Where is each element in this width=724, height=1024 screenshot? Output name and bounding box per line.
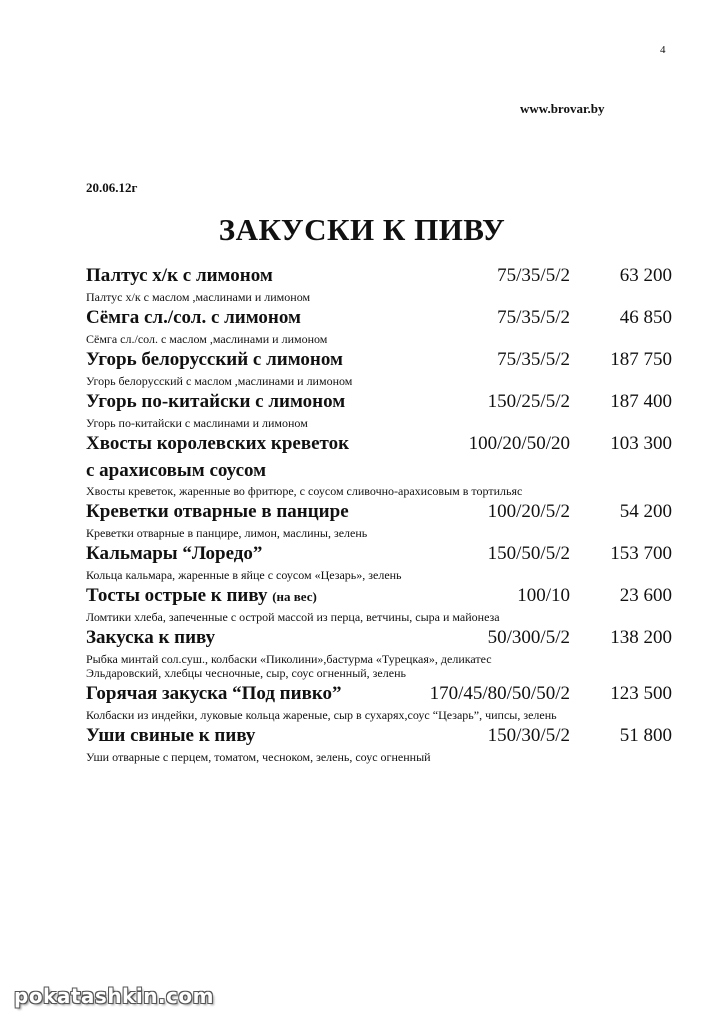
- item-name: Закуска к пиву: [86, 627, 216, 648]
- page-number: 4: [660, 44, 666, 56]
- item-description: Колбаски из индейки, луковые кольца жареные, сыр в сухарях,соус “Цезарь”, чипсы, зелень: [86, 708, 557, 722]
- item-price: 51 800: [619, 725, 672, 746]
- item-name: Тосты острые к пиву: [86, 585, 268, 606]
- item-name: Угорь белорусский с лимоном: [86, 349, 343, 370]
- item-price: 54 200: [619, 501, 672, 522]
- item-name: Палтус х/к с лимоном: [86, 265, 273, 286]
- item-description: Уши отварные с перцем, томатом, чесноком, зелень, соус огненный: [86, 750, 431, 764]
- item-name-note: (на вес): [272, 589, 317, 604]
- item-weight: 75/35/5/2: [497, 307, 570, 328]
- item-price: 138 200: [610, 627, 672, 648]
- watermark: pokatashkin.com: [14, 984, 214, 1008]
- item-price: 123 500: [610, 683, 672, 704]
- item-description: Хвосты креветок, жаренные во фритюре, с соусом сливочно-арахисовым в тортильяс: [86, 484, 523, 498]
- menu-item: [86, 722, 686, 764]
- item-price: 187 750: [610, 349, 672, 370]
- item-description: Рыбка минтай сол.суш., колбаски «Пиколини»,бастурма «Турецкая», деликатес: [86, 652, 492, 666]
- item-name: Угорь по-китайски с лимоном: [86, 391, 346, 412]
- item-description: Сёмга сл./сол. с маслом ,маслинами и лимоном: [86, 332, 328, 346]
- item-price: 187 400: [610, 391, 672, 412]
- item-price: 153 700: [610, 543, 672, 564]
- website-url: www.brovar.by: [520, 101, 605, 116]
- menu-item: [86, 430, 686, 498]
- item-name-line2: с арахисовым соусом: [86, 460, 267, 481]
- menu-date: 20.06.12г: [86, 180, 138, 195]
- menu-item: [86, 680, 686, 722]
- item-weight: 100/20/5/2: [487, 501, 570, 522]
- item-name: Сёмга сл./сол. с лимоном: [86, 307, 301, 328]
- page-title: ЗАКУСКИ К ПИВУ: [218, 212, 506, 247]
- item-description: Ломтики хлеба, запеченные с острой массой из перца, ветчины, сыра и майонеза: [86, 610, 500, 624]
- menu-item: [86, 582, 686, 624]
- item-price: 46 850: [619, 307, 672, 328]
- item-price: 23 600: [619, 585, 672, 606]
- item-weight: 100/10: [517, 585, 570, 606]
- item-description: Угорь по-китайски с маслинами и лимоном: [86, 416, 308, 430]
- item-weight: 150/25/5/2: [487, 391, 570, 412]
- item-description-line2: Эльдаровский, хлебцы чесночные, сыр, соус огненный, зелень: [86, 666, 406, 680]
- menu-item: [86, 304, 686, 346]
- item-name: Горячая закуска “Под пивко”: [86, 683, 342, 704]
- item-name: Кальмары “Лоредо”: [86, 543, 263, 564]
- item-description: Угорь белорусский с маслом ,маслинами и лимоном: [86, 374, 353, 388]
- item-name: Креветки отварные в панцире: [86, 501, 349, 522]
- menu-item: [86, 498, 686, 540]
- menu-item: [86, 262, 686, 304]
- item-weight: 100/20/50/20: [468, 433, 570, 454]
- item-name: Хвосты королевских креветок: [86, 433, 350, 454]
- menu-list: [86, 262, 686, 764]
- menu-item: [86, 388, 686, 430]
- item-weight: 170/45/80/50/50/2: [429, 683, 570, 704]
- item-weight: 150/30/5/2: [487, 725, 570, 746]
- item-weight: 75/35/5/2: [497, 265, 570, 286]
- menu-item: [86, 346, 686, 388]
- menu-item: [86, 540, 686, 582]
- item-description: Креветки отварные в панцире, лимон, маслины, зелень: [86, 526, 368, 540]
- item-description: Кольца кальмара, жаренные в яйце с соусом «Цезарь», зелень: [86, 568, 402, 582]
- item-weight: 75/35/5/2: [497, 349, 570, 370]
- item-weight: 150/50/5/2: [487, 543, 570, 564]
- menu-item: [86, 624, 686, 680]
- item-price: 103 300: [610, 433, 672, 454]
- item-weight: 50/300/5/2: [487, 627, 570, 648]
- item-description: Палтус х/к с маслом ,маслинами и лимоном: [86, 290, 311, 304]
- item-name-group: [86, 582, 317, 611]
- item-name: Уши свиные к пиву: [86, 725, 256, 746]
- item-price: 63 200: [619, 265, 672, 286]
